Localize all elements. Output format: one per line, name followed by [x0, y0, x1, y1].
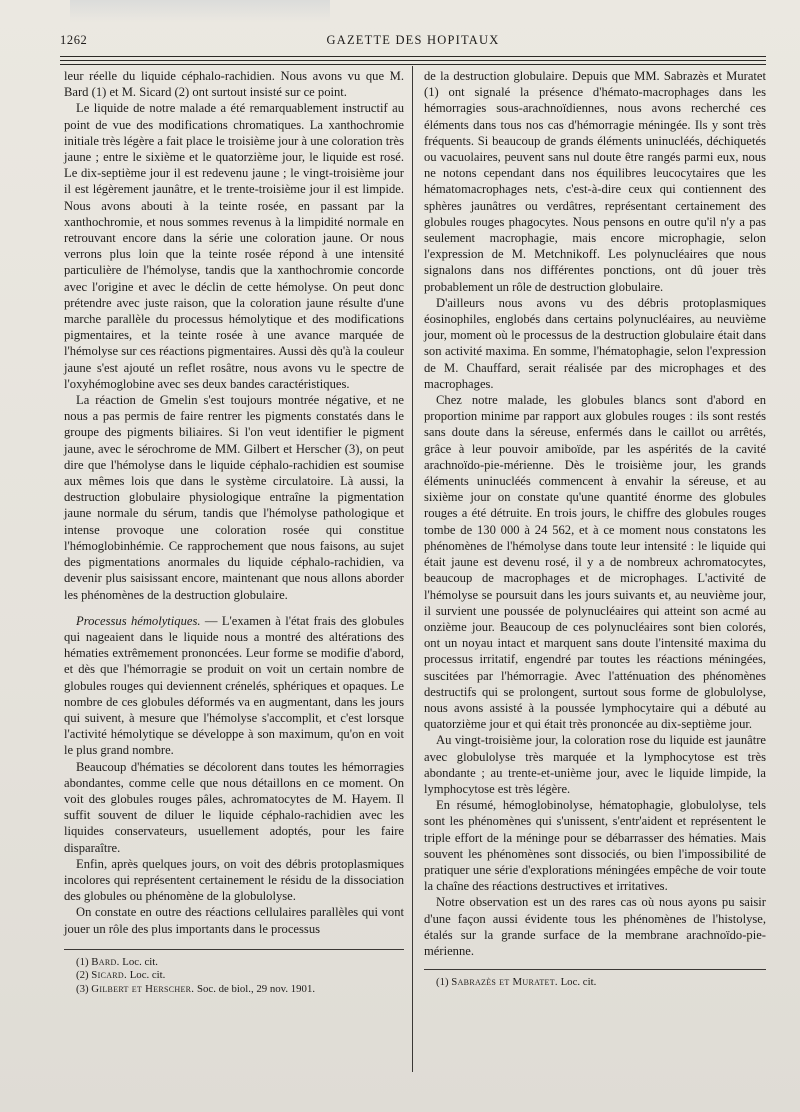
paragraph: Enfin, après quelques jours, on voit des débris protoplasmiques incolores qui représentent certainement le résidu de la dissociation des globules ou phénomène de la globulolyse.	[64, 856, 404, 904]
page-number: 1262	[60, 33, 88, 47]
section-text: — L'examen à l'état frais des globules qui nageaient dans le liquide nous a montré des altérations des hématies extrêmement prononcées. Leur forme se modifie d'abord, et dès que l'hémorragie se produit on voit un certain nombre de globules rouges qui deviennent crénelés, sphériques et opaques. Le nombre de ces globules déformés va en augmentant, dans les jours qui suivent, à mesure que l'hémolyse s'accomplit, et c'est lorsque l'activité hémolytique se développe à son maximum, qu'on en voit le plus grand nombre.	[64, 613, 404, 758]
paragraph: Au vingt-troisième jour, la coloration rose du liquide est jaunâtre avec globulolyse très marquée et la lymphocytose est très abondante ; au trente-et-unième jour, avec le liquide limpide, la lymphocytose est très légère.	[424, 733, 766, 796]
left-column	[64, 68, 404, 997]
column-divider	[412, 66, 413, 1072]
paragraph: On constate en outre des réactions cellulaires parallèles qui vont jouer un rôle des plus importants dans le processus	[64, 905, 404, 936]
paragraph: Le liquide de notre malade a été remarquablement instructif au point de vue des modifications chromatiques. La xanthochromie initiale très légère a fait place le troisième jour à une coloration très jaune ; entre le sixième et le quatorzième jour, le liquide est rosé. Le dix-septième jour il est redevenu jaune ; le vingt-troisième jour il est légèrement jaunâtre, et le trente-troisième jour il est limpide. Nous avons abouti à la teinte rosée, en passant par la xanthochromie, et nous sommes revenus à la limpidité normale en retrouvant encore dans la série une coloration jaune. Or nous verrons plus loin que la teinte rosée répond à une intensité particulière de l'hémolyse, tandis que la xanthochromie concorde avec l'origine et avec le déclin de cette hémolyse. On peut donc prétendre avec juste raison, que la coloration jaune résulte d'une marche parallèle du processus hémolytique et des modifications pigmentaires, et la teinte rosée à une avance marquée de l'hémolyse sur ces réactions pigmentaires. Aussi dès qu'à la couleur jaune s'est ajouté un reflet rosâtre, nous avons vu le spectre de l'oxyhémoglobine avec ses deux bandes caractéristiques.	[64, 101, 404, 391]
paragraph: de la destruction globulaire. Depuis que MM. Sabrazès et Muratet (1) ont signalé la présence d'hémato-macrophages dans les hémorragies sous-arachnoïdiennes, nous avons recherché ces éléments dans tous nos cas d'hémorragie méningée. Ils y sont très fréquents. Si beaucoup de grands éléments uninucléés, déchiquetés ou vacuolaires, peuvent sans nul doute être rangés parmi eux, nous ne notons cependant dans nos équilibres leucocytaires que les hématomacrophages nets, c'est-à-dire ceux qui contiennent des sphères jaunâtres ou verdâtres, représentant certainement des globules rouges phagocytes. Nous pensons en outre qu'il n'y a pas seulement macrophagie, mais encore microphagie, selon l'expression de M. Metchnikoff. Les polynucléaires que nous signalons dans nos différentes ponctions, ont dû jouer très probablement un rôle de destruction globulaire.	[424, 69, 766, 294]
paragraph: La réaction de Gmelin s'est toujours montrée négative, et ne nous a pas permis de faire rentrer les pigments constatés dans le groupe des pigments biliaires. Si l'on veut identifier le pigment jaune, avec le sérochrome de MM. Gilbert et Herscher (3), on peut dire que l'hémolyse dans le liquide céphalo-rachidien est soumise aux mêmes lois que dans le système circulatoire. Là aussi, la destruction globulaire physiologique entraîne la pigmentation jaune normale du sérum, tandis que l'hémolyse pathologique et intense provoque une coloration rosée qui constitue l'hémoglobinhémie. Ce rapprochement que nous faisons, au sujet des pigmentations anormales du liquide céphalo-rachidien, va devenir plus saisissant encore, maintenant que nous allons aborder les phénomènes de la destruction globulaire.	[64, 393, 404, 602]
right-column	[424, 68, 766, 990]
section-spacer	[64, 603, 404, 613]
paragraph: Notre observation est un des rares cas où nous ayons pu saisir d'une façon aussi évidente tous les phénomènes de l'histolyse, étalés sur la grande surface de la membrane arachnoïdo-pie-mérienne.	[424, 895, 766, 958]
section-heading: Processus hémolytiques.	[76, 613, 201, 628]
footnote: (1) Sabrazès et Muratet. Loc. cit.	[436, 976, 597, 989]
paragraph: D'ailleurs nous avons vu des débris protoplasmiques éosinophiles, englobés dans certains polynucléaires, au neuvième jour, moment où le processus de la destruction globulaire était dans son activité maxima. En somme, l'hématophagie, selon l'expression de M. Chauffard, serait réalisée par des microphages et des macrophages.	[424, 295, 766, 391]
paragraph: leur réelle du liquide céphalo-rachidien. Nous avons vu que M. Bard (1) et M. Sicard (2) ont surtout insisté sur ce point.	[64, 69, 404, 100]
footnote-rule	[64, 949, 404, 950]
section-paragraph	[64, 613, 404, 759]
page-header	[60, 33, 766, 51]
scan-shadow	[70, 0, 330, 22]
footnote-rule	[424, 969, 766, 970]
footnote: (1) Bard. Loc. cit.	[76, 955, 158, 968]
header-double-rule	[60, 56, 766, 61]
header-rule	[60, 64, 766, 65]
paragraph: En résumé, hémoglobinolyse, hématophagie, globulolyse, tels sont les phénomènes qui s'unissent, s'entr'aident et représentent le triple effort de la méninge pour se débarrasser des hématies. Mais souvent les phénomènes sont dissociés, ou bien l'impossibilité de pratiquer une série d'explorations méningées empêche de voir toute la chaîne des réactions destructives et irritatives.	[424, 798, 766, 894]
running-title: GAZETTE DES HOPITAUX	[326, 33, 500, 47]
footnote: (2) Sicard. Loc. cit.	[76, 969, 166, 982]
paragraph: Beaucoup d'hématies se décolorent dans toutes les hémorragies abondantes, comme celle que nous détaillons en ce moment. On voit des globules rouges pâles, achromatocytes de M. Hayem. Il suffit souvent de diluer le liquide céphalo-rachidien avec les liquides conservateurs, usuellement adoptés, pour les faire disparaître.	[64, 759, 404, 855]
paragraph: Chez notre malade, les globules blancs sont d'abord en proportion minime par rapport aux globules rouges : ils sont restés sans doute dans la séreuse, enfermés dans le caillot ou arrêtés, grâce à leur pouvoir amiboïde, par les aspérités de la cavité arachnoïdo-pie-mérienne. Dès le troisième jour, les grands éléments uninucléés commencent à envahir la séreuse, et au sixième jour on constate qu'une quantité énorme des globules rouges a été détruite. En trois jours, le chiffre des globules rouges tombe de 130 000 à 24 562, et à ce moment nous constatons les phénomènes de l'hémolyse dans toute leur intensité : le liquide qui était jaune est devenu rosé, il y a de nombreux achromatocytes, beaucoup de macrophages et de microphages. L'activité de l'hémolyse se poursuit dans les jours suivants et, au neuvième jour, il survient une poussée de polynucléaires qui atteint son acmé au onzième jour. Beaucoup de ces polynucléaires sont bien colorés, ont un noyau intact et marquent sans doute l'intensité maxima du processus irritatif, engendré par toutes les réactions méningées, suscitées par l'hémorragie. Avec l'atténuation des phénomènes destructifs qui se prolongent, surtout sous forme de globulolyse, nous avons assisté à la poussée lymphocytaire qui a débuté au quatorzième jour et qui était très prononcée au dix-septième jour.	[424, 393, 766, 732]
footnote: (3) Gilbert et Herscher. Soc. de biol., 29 nov. 1901.	[76, 982, 316, 995]
